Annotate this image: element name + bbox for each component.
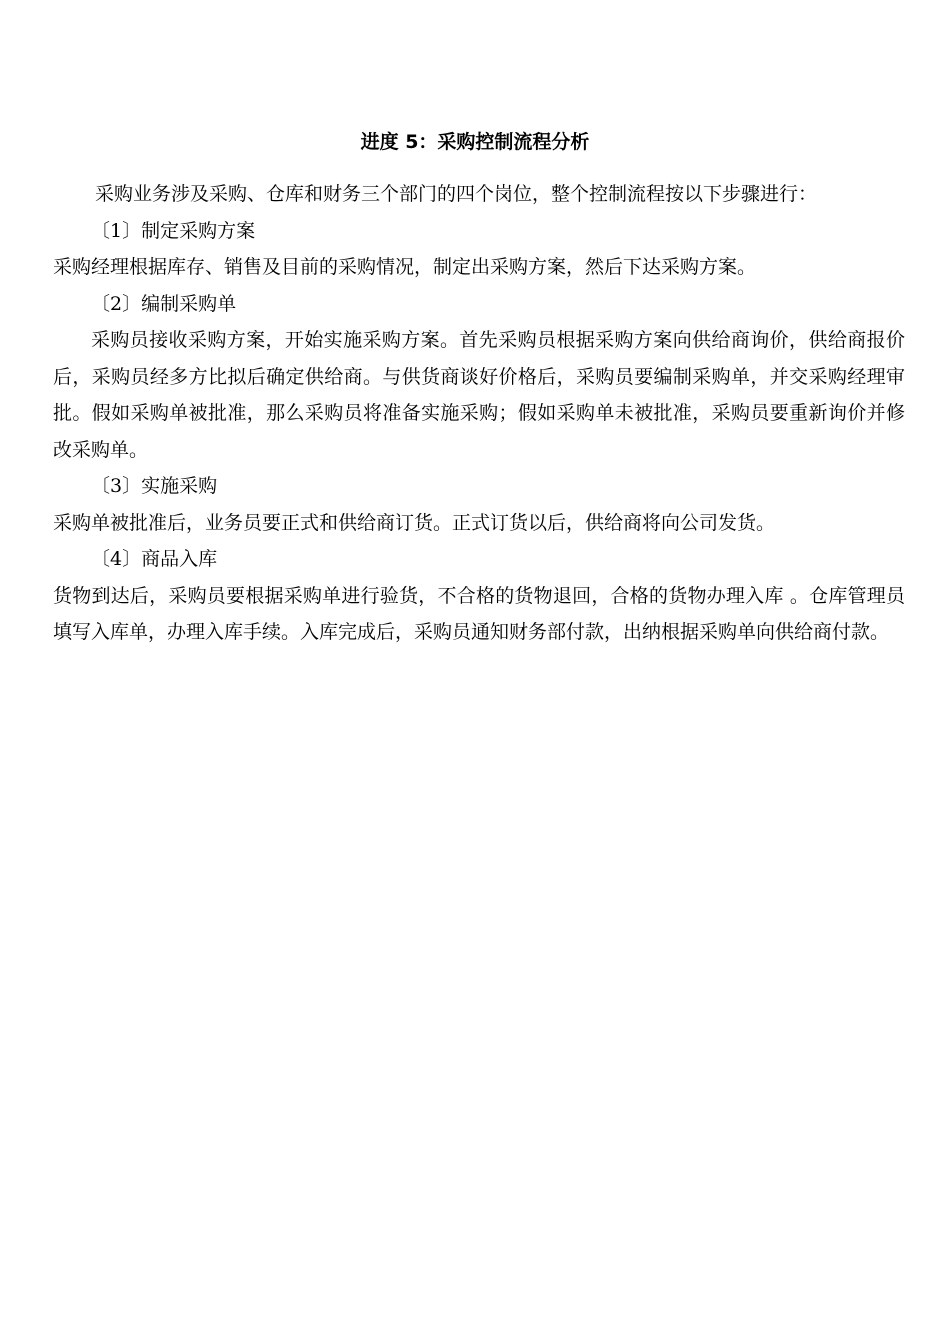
step-1-body: 采购经理根据库存、销售及目前的采购情况，制定出采购方案，然后下达采购方案。 xyxy=(53,256,757,278)
step-4-body: 货物到达后，采购员要根据采购单进行验货，不合格的货物退回，合格的货物办理入库 。仓库管理员填写入库单，办理入库手续。入库完成后，采购员通知财务部付款，出纳根据采购单向供给商付款。 xyxy=(53,584,905,643)
document-title: 进度 5：采购控制流程分析 xyxy=(360,131,590,153)
step-2-heading: 〔2〕编制采购单 xyxy=(91,292,237,315)
intro-paragraph: 采购业务涉及采购、仓库和财务三个部门的四个岗位，整个控制流程按以下步骤进行： xyxy=(95,183,818,205)
step-3-body: 采购单被批准后，业务员要正式和供给商订货。正式订货以后，供给商将向公司发货。 xyxy=(53,511,776,534)
document-body xyxy=(53,176,905,651)
step-2-body: 采购员接收采购方案，开始实施采购方案。首先采购员根据采购方案向供给商询价，供给商报价后，采购员经多方比拟后确定供给商。与供货商谈好价格后，采购员要编制采购单，并交采购经理审批。假如采购单被批准，那么采购员将准备实施采购；假如采购单未被批准，采购员要重新询价并修改采购单。 xyxy=(53,329,905,461)
step-3-heading: 〔3〕实施采购 xyxy=(91,475,218,497)
step-4-heading: 〔4〕商品入库 xyxy=(91,548,218,570)
step-1-heading: 〔1〕制定采购方案 xyxy=(91,219,256,242)
